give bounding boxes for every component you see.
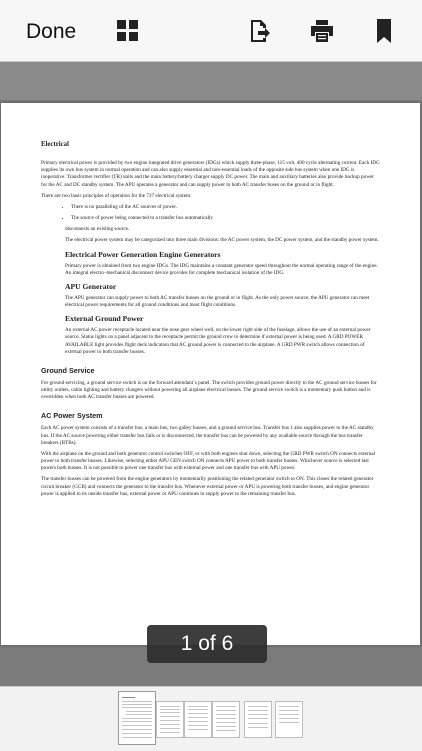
intro-paragraph: Primary electrical power is provided by two engine integrated drive generators (IDGs) which supply three-phase, 115 volt, 400 cycle alternating current. Each IDG supplies its own bus system in normal operation and can also supply essential and non-essential loads of the opposite side bus system when one IDG is inoperative. Transformer rectifier (TR) units and the main battery/battery charger supply DC power. The main and auxiliary batteries also provide backup power for the AC and DC standby system. The APU operates a generator and can supply power to both AC transfer buses on the ground or in flight.: [41, 160, 380, 188]
ac-power-paragraph: With the airplane on the ground and both generator control switches OFF, or with both engines shut down, selecting the GRD PWR switch ON connects external power to both transfer busses. Likewise, selecting either APU GEN switch ON connects APU power to both transfer busses. Whichever source is selected last powers both busses. It is not possible to power one transfer bus with external power and one transfer bus with APU power.: [41, 450, 376, 472]
section-heading: APU Generator: [65, 281, 117, 291]
page-thumbnail-3[interactable]: [184, 701, 212, 738]
page-thumbnail-5[interactable]: [244, 701, 272, 738]
bookmark-icon[interactable]: [377, 19, 391, 43]
ac-power-paragraph: The transfer busses can be powered from the engine generators by momentarily positioning the related generator switch to ON. This closes the related generator circuit breaker (GCB) and connects the generator to the transfer bus. Whenever external power or APU is powering both transfer busses, and engine generator power is applied to its onside transfer bus, external power or APU continues to supply power to the remaining transfer bus.: [41, 476, 374, 497]
section-heading: External Ground Power: [65, 314, 144, 324]
thumbnail-strip: [0, 686, 422, 751]
section-body: The APU generator can supply power to both AC transfer busses on the ground or in flight. As the only power source, the APU generator can meet electrical power requirements for all ground conditions and most flight conditions.: [65, 294, 370, 309]
page-indicator: 1 of 6: [147, 625, 267, 663]
bullet-continuation: disconnects an existing source.: [65, 226, 130, 233]
principles-list: [41, 204, 380, 222]
page-thumbnail-6[interactable]: [275, 701, 303, 738]
print-icon[interactable]: [310, 20, 334, 42]
done-button[interactable]: Done: [26, 20, 77, 43]
ground-service-body: For ground servicing, a ground service switch is on the forward attendant`s panel. The switch provides ground power directly to the AC ground service busses for utility outlets, cabin lighting and battery chargers without powering all airplane electrical busses. The ground service switch is a momentary push button and is overridden when both AC transfer busses are powered.: [41, 379, 377, 401]
document-content: [41, 141, 380, 502]
page-thumbnail-1[interactable]: [118, 691, 156, 745]
toolbar: [0, 0, 422, 62]
list-item: • The source of power being connected to a transfer bus automatically: [71, 215, 380, 222]
export-icon[interactable]: [249, 19, 271, 43]
section-body: An external AC power receptacle located near the nose gear wheel well, on the lower right side of the fuselage, allows the use of an external power source. Status lights on a panel adjacent to the receptacle permit the ground crew to determine if external power is being used. A GRD POWER AVAILABLE light provides flight deck indication that AC ground power is connected to the airplane. A GRD PWR switch allows connection of external power to both transfer busses.: [65, 327, 371, 355]
page-thumbnail-2[interactable]: [156, 701, 184, 738]
ground-service-heading: Ground Service: [41, 365, 95, 375]
ac-power-heading: AC Power System: [41, 411, 103, 421]
document-page[interactable]: [1, 103, 420, 645]
document-title: Electrical: [41, 141, 69, 148]
principles-intro: There are two basic principles of operation for the 737 electrical system:: [41, 192, 192, 199]
list-item: • There is no paralleling of the AC sources of power.: [71, 204, 380, 211]
grid-icon[interactable]: [117, 20, 138, 41]
viewer-background: [0, 62, 422, 100]
categorized-paragraph: The electrical power system may be categorized into three main divisions: the AC power system, the DC power system, and the standby power system.: [65, 237, 379, 244]
section-heading: Electrical Power Generation Engine Generators: [65, 249, 221, 259]
page-thumbnail-4[interactable]: [212, 701, 240, 738]
ac-power-paragraph: Each AC power system consists of a transfer bus, a main bus, two galley busses, and a ground service bus. Transfer bus 1 also supplies power to the AC standby bus. If the AC source powering either transfer bus fails or is disconnected, the transfer bus can be powered by any available source through the bus transfer breakers (BTBs).: [41, 425, 374, 446]
section-body: Primary power is obtained from two engine IDGs. The IDG maintains a constant generator speed throughout the normal operating range of the engine. An integral electro–mechanical disconnect device provides for complete mechanical isolation of the IDG.: [65, 262, 378, 276]
